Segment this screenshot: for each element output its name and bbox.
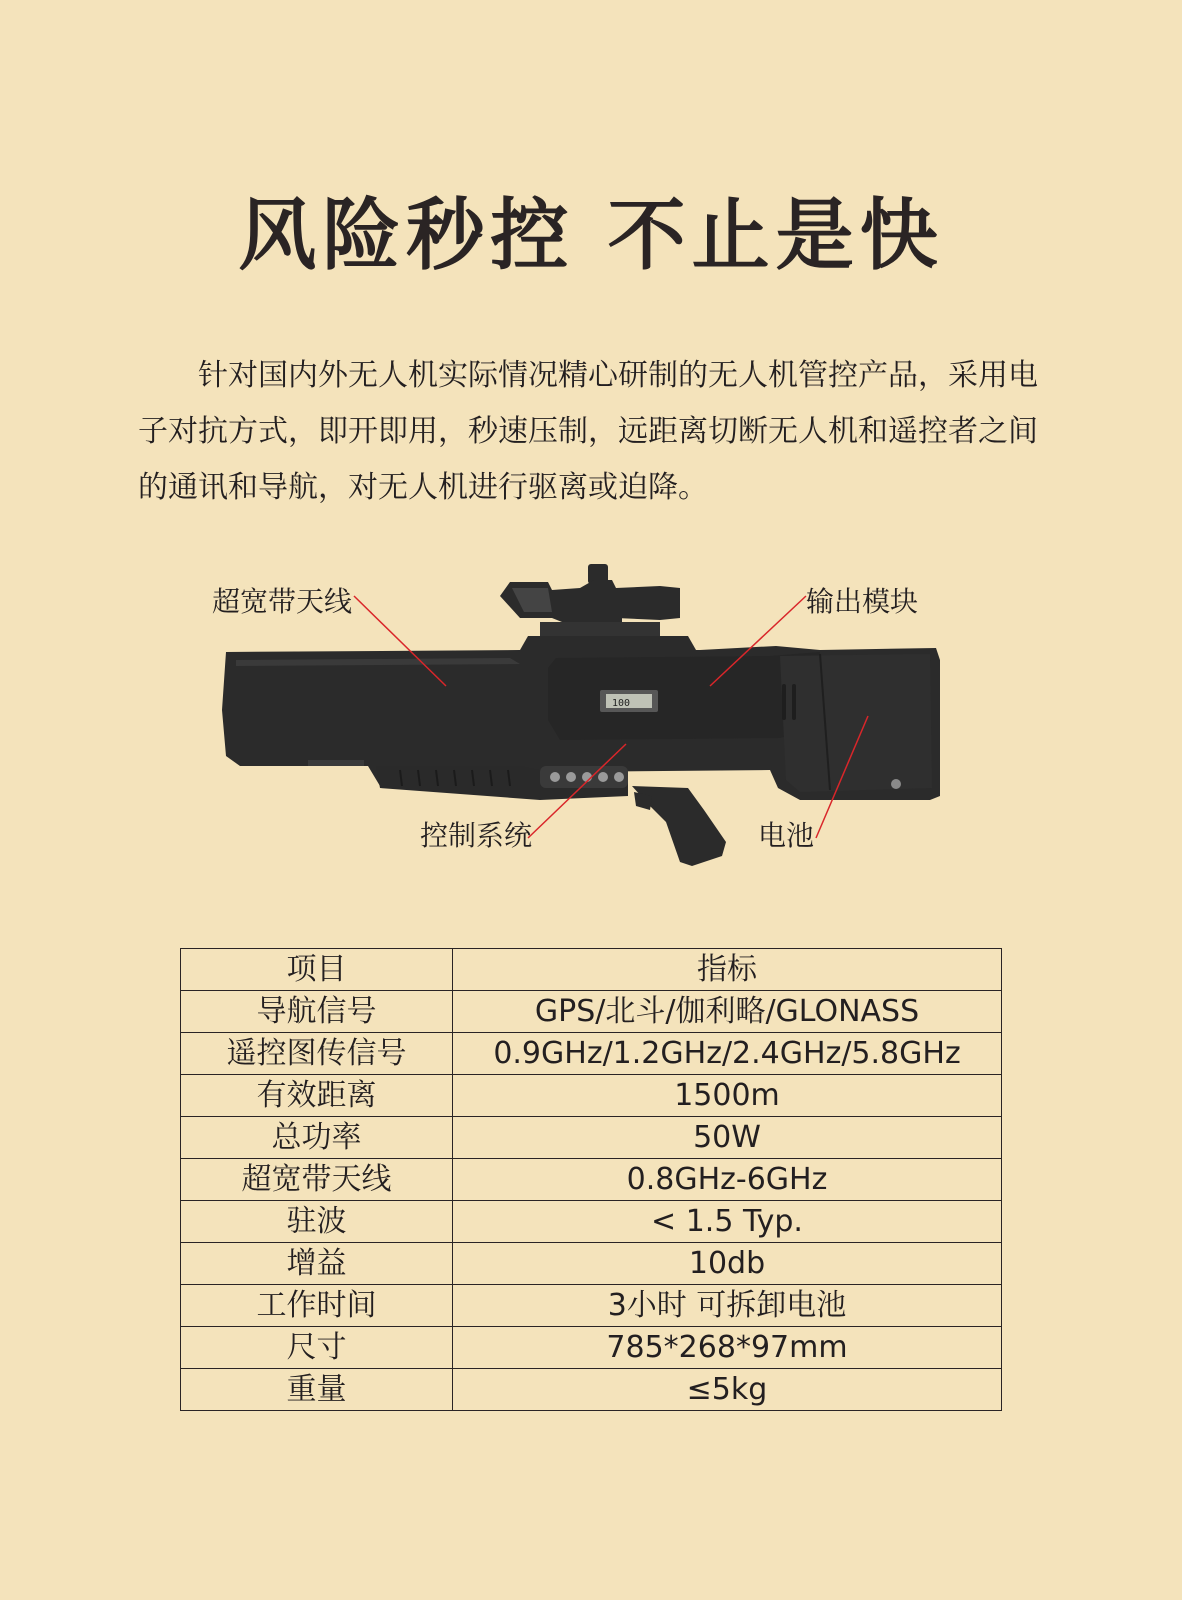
row-label: 总功率 [181,1117,453,1159]
intro-paragraph [138,348,1043,516]
table-row [181,1075,1002,1117]
row-label: 遥控图传信号 [181,1033,453,1075]
row-value: 10db [453,1243,1002,1285]
table-row [181,1117,1002,1159]
jammer-gun-image [0,560,1182,900]
intro-text: 针对国内外无人机实际情况精心研制的无人机管控产品，采用电子对抗方式，即开即用，秒速压制，远距离切断无人机和遥控者之间的通讯和导航，对无人机进行驱离或迫降。 [138,358,1038,505]
callout-control-system: 控制系统 [420,819,533,852]
table-row [181,1327,1002,1369]
display-readout: 100 [612,698,631,709]
row-label: 重量 [181,1369,453,1411]
row-label: 增益 [181,1243,453,1285]
row-value: 0.9GHz/1.2GHz/2.4GHz/5.8GHz [453,1033,1002,1075]
header-spec: 指标 [453,949,1002,991]
spec-table [180,948,1002,1411]
callout-output-module: 输出模块 [806,585,919,618]
table-row [181,1285,1002,1327]
table-row [181,1159,1002,1201]
row-value: 785*268*97mm [453,1327,1002,1369]
device-illustration [0,560,1182,900]
row-label: 超宽带天线 [181,1159,453,1201]
table-row [181,991,1002,1033]
table-row [181,1369,1002,1411]
row-value: ≤5kg [453,1369,1002,1411]
row-value: 1500m [453,1075,1002,1117]
scope-icon [500,564,680,636]
row-value: 50W [453,1117,1002,1159]
row-value: 3小时 可拆卸电池 [453,1285,1002,1327]
row-value: GPS/北斗/伽利略/GLONASS [453,991,1002,1033]
row-value: 0.8GHz-6GHz [453,1159,1002,1201]
table-row [181,1243,1002,1285]
row-value: < 1.5 Typ. [453,1201,1002,1243]
row-label: 尺寸 [181,1327,453,1369]
header-item: 项目 [181,949,453,991]
table-row [181,1033,1002,1075]
table-row [181,1201,1002,1243]
callout-battery: 电池 [758,819,815,852]
callout-antenna: 超宽带天线 [212,585,353,618]
table-header-row [181,949,1002,991]
row-label: 驻波 [181,1201,453,1243]
pistol-grip-icon [632,786,726,866]
row-label: 有效距离 [181,1075,453,1117]
device-body [222,646,940,800]
page-title: 风险秒控 不止是快 [238,191,944,281]
row-label: 工作时间 [181,1285,453,1327]
row-label: 导航信号 [181,991,453,1033]
